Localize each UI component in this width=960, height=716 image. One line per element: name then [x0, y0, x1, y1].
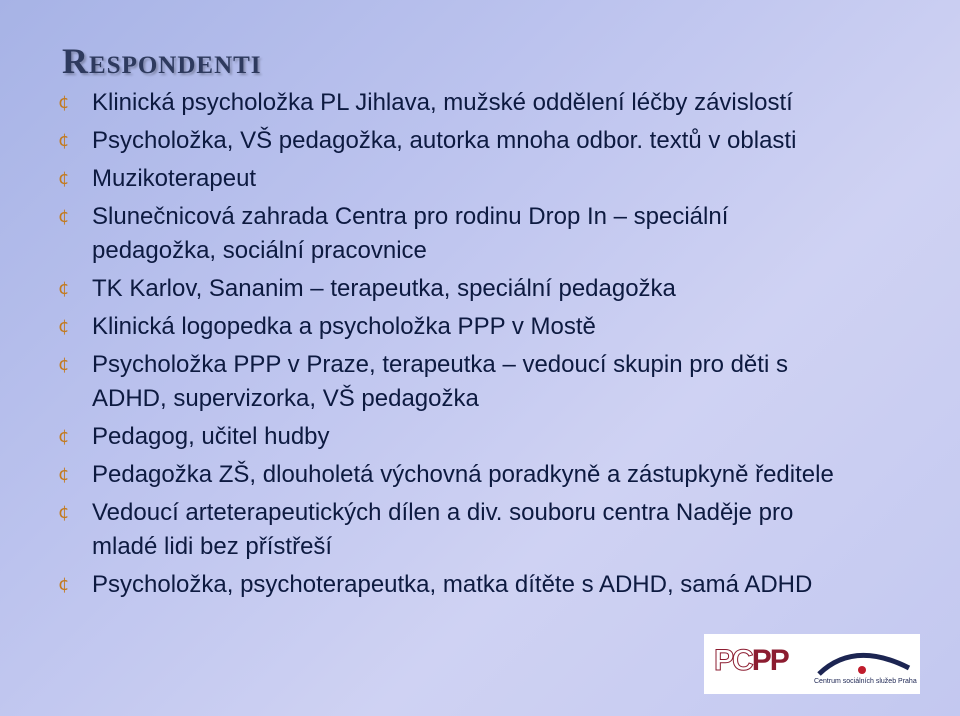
bullet-icon: ¢	[58, 278, 70, 299]
pcpp-logo-pp: PP	[751, 644, 788, 677]
list-item	[58, 420, 858, 454]
csspp-logo	[814, 640, 917, 690]
bullet-icon: ¢	[58, 574, 70, 595]
pcpp-logo	[714, 644, 788, 678]
list-item-text: Klinická logopedka a psycholožka PPP v Mostě	[92, 313, 596, 340]
list-item	[58, 568, 858, 602]
list-item	[58, 496, 858, 564]
list-item-text: Slunečnicová zahrada Centra pro rodinu Drop In – speciální pedagožka, sociální pracovnice	[92, 203, 729, 264]
slide-title: Respondenti	[62, 41, 262, 81]
pcpp-logo-c: C	[732, 644, 752, 677]
pcpp-logo-p: P	[714, 644, 733, 677]
bullet-icon: ¢	[58, 316, 70, 337]
roof-arc-icon	[814, 640, 914, 680]
list-item	[58, 162, 858, 196]
list-item	[58, 86, 858, 120]
list-item	[58, 200, 858, 268]
bullet-icon: ¢	[58, 464, 70, 485]
list-item	[58, 458, 858, 492]
bullet-icon: ¢	[58, 354, 70, 375]
bullet-icon: ¢	[58, 426, 70, 447]
list-item	[58, 272, 858, 306]
list-item-text: Muzikoterapeut	[92, 165, 257, 192]
list-item	[58, 124, 858, 158]
partner-logos	[704, 634, 920, 694]
list-item-text: Psycholožka, psychoterapeutka, matka dítěte s ADHD, samá ADHD	[92, 571, 813, 598]
list-item-text: Klinická psycholožka PL Jihlava, mužské oddělení léčby závislostí	[92, 89, 793, 116]
list-item	[58, 310, 858, 344]
bullet-icon: ¢	[58, 130, 70, 151]
bullet-icon: ¢	[58, 92, 70, 113]
csspp-logo-text: Centrum sociálních služeb Praha	[814, 678, 917, 685]
bullet-icon: ¢	[58, 168, 70, 189]
list-item-text: Psycholožka, VŠ pedagožka, autorka mnoha odbor. textů v oblasti	[92, 127, 797, 154]
list-item-text: Vedoucí arteterapeutických dílen a div. souboru centra Naděje pro mladé lidi bez přístřeší	[92, 499, 794, 560]
bullet-icon: ¢	[58, 206, 70, 227]
list-item-text: TK Karlov, Sananim – terapeutka, speciální pedagožka	[92, 275, 676, 302]
list-item-text: Pedagožka ZŠ, dlouholetá výchovná poradkyně a zástupkyně ředitele	[92, 461, 834, 488]
bullet-icon: ¢	[58, 502, 70, 523]
list-item-text: Psycholožka PPP v Praze, terapeutka – vedoucí skupin pro děti s ADHD, supervizorka, VŠ pedagožka	[92, 351, 788, 412]
list-item-text: Pedagog, učitel hudby	[92, 423, 330, 450]
list-item	[58, 348, 858, 416]
respondent-list	[58, 86, 858, 606]
